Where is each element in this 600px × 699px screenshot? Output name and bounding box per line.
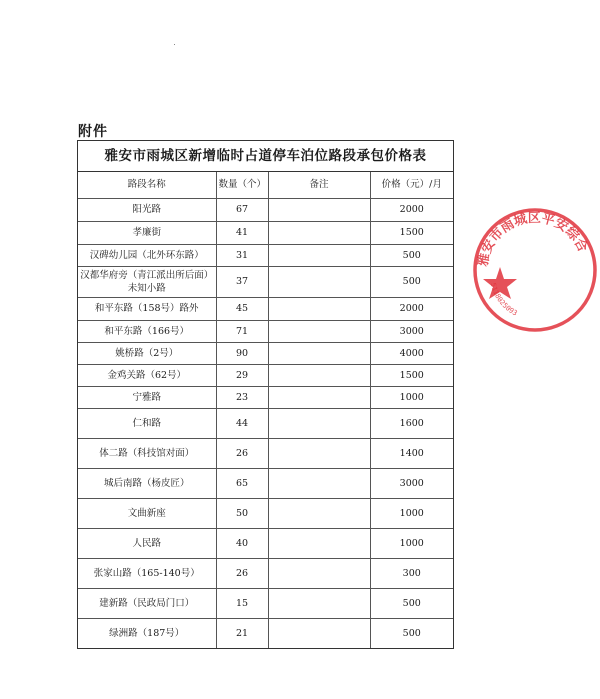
cell-road-name: 金鸡关路（62号） (78, 364, 216, 386)
table-row (78, 342, 453, 364)
price-table-sheet (77, 140, 454, 649)
cell-road-name: 张家山路（165-140号） (78, 558, 216, 588)
cell-price: 1400 (370, 438, 453, 468)
cell-road-name: 汉都华府旁（青江派出所后面）未知小路 (78, 266, 216, 297)
table-row (78, 588, 453, 618)
seal-text: 雅安市雨城区平安综合 (475, 210, 590, 268)
cell-note (268, 297, 370, 320)
header-note: 备注 (268, 172, 370, 198)
header-price: 价格（元）/月 (370, 172, 453, 198)
cell-road-name: 和平东路（166号） (78, 320, 216, 342)
cell-count: 67 (216, 198, 268, 221)
cell-count: 23 (216, 386, 268, 408)
cell-price: 1000 (370, 528, 453, 558)
cell-note (268, 320, 370, 342)
table-row (78, 266, 453, 297)
cell-note (268, 408, 370, 438)
cell-road-name: 孝廉街 (78, 221, 216, 244)
cell-note (268, 342, 370, 364)
cell-note (268, 528, 370, 558)
table-row (78, 320, 453, 342)
cell-count: 15 (216, 588, 268, 618)
scan-speck (174, 44, 175, 45)
table-row (78, 498, 453, 528)
cell-note (268, 438, 370, 468)
price-table (78, 172, 453, 648)
cell-note (268, 198, 370, 221)
cell-road-name: 和平东路（158号）路外 (78, 297, 216, 320)
cell-note (268, 498, 370, 528)
seal-code: 5118025093 (488, 282, 519, 318)
cell-note (268, 558, 370, 588)
cell-price: 2000 (370, 198, 453, 221)
cell-road-name: 仁和路 (78, 408, 216, 438)
cell-count: 71 (216, 320, 268, 342)
cell-price: 500 (370, 618, 453, 648)
cell-count: 26 (216, 558, 268, 588)
cell-price: 500 (370, 588, 453, 618)
cell-note (268, 468, 370, 498)
table-row (78, 528, 453, 558)
cell-count: 40 (216, 528, 268, 558)
cell-price: 4000 (370, 342, 453, 364)
cell-price: 3000 (370, 320, 453, 342)
table-row (78, 244, 453, 266)
attachment-heading: 附件 (78, 124, 108, 140)
cell-price: 1500 (370, 221, 453, 244)
table-row (78, 221, 453, 244)
table-title: 雅安市雨城区新增临时占道停车泊位路段承包价格表 (78, 141, 453, 172)
header-road-name: 路段名称 (78, 172, 216, 198)
table-row (78, 558, 453, 588)
cell-road-name: 体二路（科技馆对面） (78, 438, 216, 468)
cell-note (268, 266, 370, 297)
table-row (78, 408, 453, 438)
cell-note (268, 618, 370, 648)
cell-road-name: 文曲新座 (78, 498, 216, 528)
cell-note (268, 386, 370, 408)
cell-count: 44 (216, 408, 268, 438)
cell-count: 26 (216, 438, 268, 468)
table-row (78, 618, 453, 648)
cell-price: 1600 (370, 408, 453, 438)
cell-price: 500 (370, 244, 453, 266)
cell-count: 50 (216, 498, 268, 528)
cell-count: 45 (216, 297, 268, 320)
cell-price: 1500 (370, 364, 453, 386)
table-row (78, 468, 453, 498)
cell-note (268, 364, 370, 386)
cell-note (268, 221, 370, 244)
cell-road-name: 建新路（民政局门口） (78, 588, 216, 618)
cell-road-name: 城后南路（杨皮匠） (78, 468, 216, 498)
cell-road-name: 阳光路 (78, 198, 216, 221)
cell-price: 3000 (370, 468, 453, 498)
table-row (78, 297, 453, 320)
cell-road-name: 姚桥路（2号） (78, 342, 216, 364)
table-row (78, 198, 453, 221)
cell-count: 37 (216, 266, 268, 297)
cell-price: 300 (370, 558, 453, 588)
cell-road-name: 宁雅路 (78, 386, 216, 408)
cell-price: 1000 (370, 498, 453, 528)
cell-price: 1000 (370, 386, 453, 408)
cell-count: 41 (216, 221, 268, 244)
cell-count: 90 (216, 342, 268, 364)
cell-price: 500 (370, 266, 453, 297)
cell-count: 31 (216, 244, 268, 266)
official-seal (470, 205, 600, 335)
cell-road-name: 汉碑幼儿园（北外环东路） (78, 244, 216, 266)
cell-note (268, 244, 370, 266)
cell-note (268, 588, 370, 618)
cell-road-name: 绿洲路（187号） (78, 618, 216, 648)
table-row (78, 364, 453, 386)
seal-ring (475, 210, 595, 330)
cell-count: 21 (216, 618, 268, 648)
header-count: 数量（个） (216, 172, 268, 198)
cell-price: 2000 (370, 297, 453, 320)
table-row (78, 438, 453, 468)
cell-count: 29 (216, 364, 268, 386)
table-row (78, 386, 453, 408)
cell-count: 65 (216, 468, 268, 498)
cell-road-name: 人民路 (78, 528, 216, 558)
